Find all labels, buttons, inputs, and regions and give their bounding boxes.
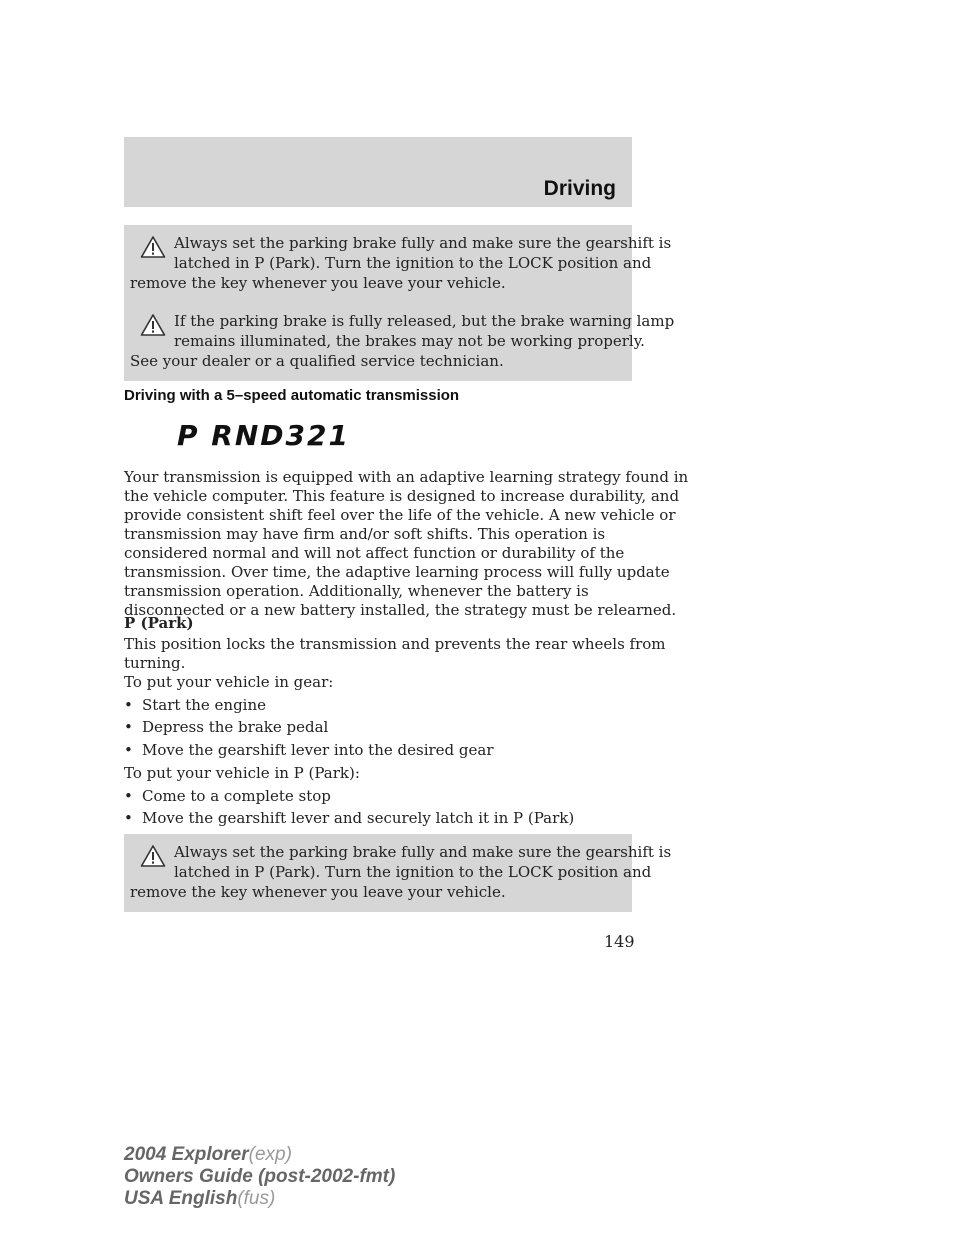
header-title: Driving bbox=[543, 177, 616, 200]
gear-intro: To put your vehicle in gear: bbox=[124, 673, 334, 691]
list-item bbox=[124, 718, 328, 737]
bullet-icon: • bbox=[124, 787, 133, 805]
page-header bbox=[124, 137, 632, 207]
footer-line bbox=[124, 1188, 395, 1210]
footer-language-code: (fus) bbox=[237, 1188, 276, 1209]
warning-box bbox=[124, 303, 675, 381]
paragraph-line: Your transmission is equipped with an adaptive learning strategy found in bbox=[124, 468, 689, 486]
list-item bbox=[124, 741, 494, 760]
warning-text: remove the key whenever you leave your vehicle. bbox=[130, 883, 506, 901]
warning-triangle-icon bbox=[140, 313, 166, 337]
paragraph-line: disconnected or a new battery installed, the strategy must be relearned. bbox=[124, 601, 677, 619]
footer-language: USA English bbox=[124, 1188, 238, 1209]
warning-box bbox=[124, 834, 672, 912]
bullet-icon: • bbox=[124, 718, 133, 736]
list-item-text: Move the gearshift lever into the desired gear bbox=[142, 741, 494, 759]
warning-text: latched in P (Park). Turn the ignition to the LOCK position and bbox=[174, 254, 652, 272]
paragraph-line: transmission. Over time, the adaptive learning process will fully update bbox=[124, 563, 670, 581]
footer-model-code: (exp) bbox=[248, 1144, 292, 1165]
paragraph-line: transmission operation. Additionally, whenever the battery is bbox=[124, 582, 589, 600]
page-number: 149 bbox=[604, 932, 635, 951]
warning-text: remove the key whenever you leave your vehicle. bbox=[130, 274, 506, 292]
warning-text: Always set the parking brake fully and make sure the gearshift is bbox=[174, 234, 672, 252]
footer-line bbox=[124, 1166, 395, 1188]
warning-text: latched in P (Park). Turn the ignition to the LOCK position and bbox=[174, 863, 652, 881]
gear-position-display: P RND321 bbox=[177, 419, 350, 452]
park-heading: P (Park) bbox=[124, 614, 194, 632]
warning-text: remains illuminated, the brakes may not be working properly. bbox=[174, 332, 645, 350]
warning-text: If the parking brake is fully released, but the brake warning lamp bbox=[174, 312, 675, 330]
park-intro: To put your vehicle in P (Park): bbox=[124, 764, 360, 782]
paragraph-line: This position locks the transmission and prevents the rear wheels from bbox=[124, 635, 666, 653]
paragraph-line: considered normal and will not affect function or durability of the bbox=[124, 544, 625, 562]
bullet-icon: • bbox=[124, 741, 133, 759]
section-heading: Driving with a 5–speed automatic transmission bbox=[124, 387, 460, 404]
footer-guide: Owners Guide (post-2002-fmt) bbox=[124, 1166, 396, 1187]
list-item bbox=[124, 809, 574, 828]
bullet-icon: • bbox=[124, 696, 133, 714]
list-item-text: Start the engine bbox=[142, 696, 267, 714]
footer-line bbox=[124, 1144, 395, 1166]
paragraph-line: transmission may have firm and/or soft shifts. This operation is bbox=[124, 525, 606, 543]
warning-box bbox=[124, 225, 672, 303]
paragraph-line: provide consistent shift feel over the life of the vehicle. A new vehicle or bbox=[124, 506, 676, 524]
warning-text: Always set the parking brake fully and make sure the gearshift is bbox=[174, 843, 672, 861]
list-item-text: Move the gearshift lever and securely latch it in P (Park) bbox=[142, 809, 575, 827]
list-item-text: Depress the brake pedal bbox=[142, 718, 329, 736]
list-item bbox=[124, 787, 331, 806]
intro-paragraph bbox=[124, 468, 689, 620]
footer-model: 2004 Explorer bbox=[124, 1144, 249, 1165]
park-description bbox=[124, 635, 666, 673]
list-item-text: Come to a complete stop bbox=[142, 787, 331, 805]
bullet-icon: • bbox=[124, 809, 133, 827]
warning-triangle-icon bbox=[140, 235, 166, 259]
paragraph-line: turning. bbox=[124, 654, 186, 672]
list-item bbox=[124, 696, 266, 715]
warning-text: See your dealer or a qualified service technician. bbox=[130, 352, 504, 370]
paragraph-line: the vehicle computer. This feature is designed to increase durability, and bbox=[124, 487, 680, 505]
warning-triangle-icon bbox=[140, 844, 166, 868]
document-footer bbox=[124, 1144, 395, 1210]
